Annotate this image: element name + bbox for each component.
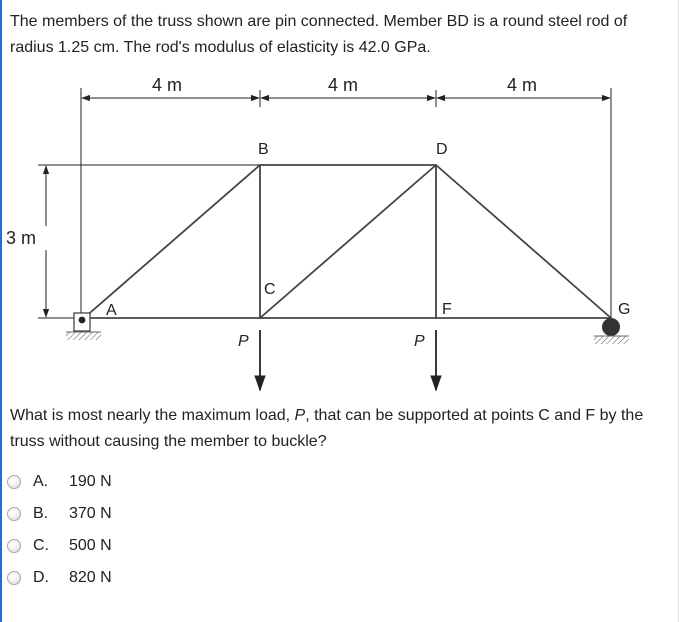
ground-hatch-A [66, 332, 101, 340]
node-label-B: B [258, 141, 269, 158]
question-intro: The members of the truss shown are pin connected. Member BD is a round steel rod of radius 1.25 cm. The rod's modulus of elasticity is 42.0 GPa. [10, 13, 628, 56]
answer-options [7, 466, 112, 594]
radio-button-c[interactable] [7, 539, 21, 553]
node-label-C: C [264, 281, 276, 298]
option-letter: A. [33, 473, 49, 490]
prompt-after: , that can be supported at points C and F by the truss without causing the member to buckle? [10, 407, 644, 450]
dim-label-FG: 4 m [506, 75, 538, 95]
ground-hatch-G [594, 336, 629, 344]
node-label-F: F [442, 301, 452, 318]
pin-A [79, 317, 86, 324]
option-value: 190 N [69, 473, 112, 490]
member-DG [436, 165, 611, 318]
node-label-G: G [618, 301, 631, 318]
option-c[interactable] [7, 530, 112, 562]
truss-diagram [0, 60, 679, 400]
dim-label-AC: 4 m [151, 75, 183, 95]
radio-button-b[interactable] [7, 507, 21, 521]
load-label-F: P [414, 333, 425, 350]
node-label-D: D [436, 141, 448, 158]
option-letter: C. [33, 537, 49, 554]
member-AB [84, 165, 260, 318]
dim-label-CF: 4 m [327, 75, 359, 95]
option-b[interactable] [7, 498, 112, 530]
roller-support-G [594, 318, 629, 344]
prompt-before: What is most nearly the maximum load, [10, 407, 295, 424]
pin-support-A [66, 313, 101, 340]
radio-button-d[interactable] [7, 571, 21, 585]
option-value: 820 N [69, 569, 112, 586]
option-value: 370 N [69, 505, 112, 522]
option-a[interactable] [7, 466, 112, 498]
load-label-C: P [238, 333, 249, 350]
roller-G [602, 318, 620, 336]
radio-button-a[interactable] [7, 475, 21, 489]
node-label-A: A [106, 302, 117, 319]
load-arrows [260, 330, 436, 390]
truss-members [84, 165, 611, 318]
option-value: 500 N [69, 537, 112, 554]
option-letter: D. [33, 569, 49, 586]
option-letter: B. [33, 505, 49, 522]
question-prompt [10, 403, 670, 455]
option-d[interactable] [7, 562, 112, 594]
dim-label-height: 3 m [6, 228, 37, 248]
member-CD [260, 165, 436, 318]
prompt-variable: P [294, 407, 306, 424]
